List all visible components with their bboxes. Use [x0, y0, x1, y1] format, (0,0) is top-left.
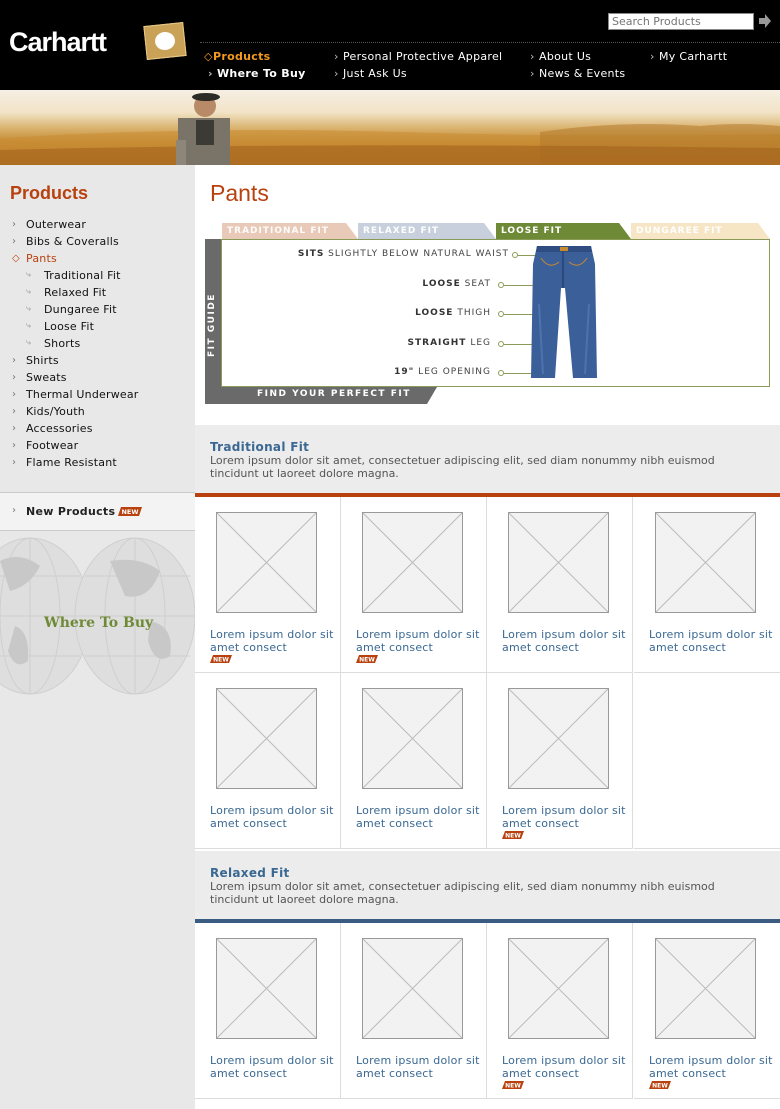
- fit-guide-panel: [205, 239, 770, 404]
- section-header-traditional-fit: [195, 425, 780, 493]
- sidebar-item-label: Footwear: [26, 439, 79, 452]
- search-go-arrow-icon[interactable]: [758, 14, 772, 28]
- new-products-link[interactable]: [0, 492, 195, 531]
- new-badge-text: NEW: [505, 832, 521, 839]
- chevron-right-icon: ›: [530, 67, 535, 80]
- new-badge-icon: [356, 655, 378, 663]
- new-badge-text: NEW: [505, 1082, 521, 1089]
- product-image-placeholder[interactable]: [508, 512, 609, 613]
- nav-label: Personal Protective Apparel: [343, 50, 503, 63]
- product-image-placeholder[interactable]: [508, 688, 609, 789]
- fit-feature-bold: SITS: [297, 249, 325, 259]
- fit-feature-bold: LOOSE: [415, 308, 454, 318]
- chevron-right-icon: ›: [650, 50, 655, 63]
- chevron-right-icon: ›: [530, 50, 535, 63]
- product-card[interactable]: [487, 673, 633, 849]
- product-name-link[interactable]: Lorem ipsum dolor sit amet consect: [502, 1054, 626, 1080]
- sidebar-item-label: Loose Fit: [44, 320, 95, 333]
- section-title[interactable]: Traditional Fit: [210, 440, 310, 454]
- nav-just-ask-us[interactable]: [334, 67, 407, 80]
- nav-label: About Us: [539, 50, 592, 63]
- sidebar-subitem-loose-fit[interactable]: [0, 318, 195, 335]
- chevron-right-icon: ›: [12, 389, 17, 400]
- product-name-link[interactable]: Lorem ipsum dolor sit amet consect: [356, 628, 480, 654]
- chevron-right-icon: ›: [334, 50, 339, 63]
- nav-label: Just Ask Us: [343, 67, 407, 80]
- product-name-link[interactable]: Lorem ipsum dolor sit amet consect: [210, 1054, 334, 1080]
- fit-feature-rest: SLIGHTLY BELOW NATURAL WAIST: [324, 249, 509, 259]
- sidebar-item-sweats[interactable]: [0, 369, 195, 386]
- nav-label: Where To Buy: [217, 67, 306, 80]
- fit-feature-opening: [394, 367, 491, 377]
- find-your-fit-label: FIND YOUR PERFECT FIT: [257, 389, 411, 399]
- chevron-right-icon: ›: [12, 457, 17, 468]
- product-card[interactable]: [634, 497, 780, 673]
- new-badge-icon: [502, 1081, 524, 1089]
- product-name-link[interactable]: Lorem ipsum dolor sit amet consect: [356, 1054, 480, 1080]
- where-to-buy-label: Where To Buy: [44, 615, 154, 631]
- product-image-placeholder[interactable]: [216, 688, 317, 789]
- product-name-link[interactable]: Lorem ipsum dolor sit amet consect: [356, 804, 480, 830]
- section-title[interactable]: Relaxed Fit: [210, 866, 290, 880]
- site-header: [0, 0, 780, 90]
- dotted-arrow-icon: ⤷: [26, 321, 32, 331]
- nav-about-us[interactable]: [530, 50, 591, 63]
- sidebar-item-accessories[interactable]: [0, 420, 195, 437]
- dotted-arrow-icon: ⤷: [26, 338, 32, 348]
- sidebar: [0, 165, 195, 1109]
- new-badge-text: NEW: [121, 508, 139, 516]
- logo-wordmark: Carhartt: [9, 27, 107, 57]
- sidebar-item-label: Shirts: [26, 354, 59, 367]
- nav-label: My Carhartt: [659, 50, 728, 63]
- sidebar-item-label: Kids/Youth: [26, 405, 85, 418]
- sidebar-subitem-traditional-fit[interactable]: [0, 267, 195, 284]
- find-your-fit-corner: [427, 387, 437, 404]
- nav-where-to-buy[interactable]: [208, 67, 306, 80]
- jeans-image: [529, 244, 599, 378]
- sidebar-item-flame-resistant[interactable]: [0, 454, 195, 471]
- sidebar-item-thermal-underwear[interactable]: [0, 386, 195, 403]
- product-image-placeholder[interactable]: [508, 938, 609, 1039]
- chevron-right-icon: ›: [12, 440, 17, 451]
- fit-feature-rest: THIGH: [453, 308, 491, 318]
- fit-guide-content: [221, 239, 770, 387]
- sidebar-item-footwear[interactable]: [0, 437, 195, 454]
- chevron-right-icon: ›: [12, 372, 17, 383]
- new-products-label: New Products: [26, 505, 116, 518]
- fit-feature-leg: [408, 338, 491, 348]
- product-name-link[interactable]: Lorem ipsum dolor sit amet consect: [649, 628, 773, 654]
- nav-personal-protective-apparel[interactable]: [334, 50, 502, 63]
- product-card[interactable]: [195, 923, 341, 1099]
- chevron-right-icon: ›: [12, 236, 17, 247]
- product-image-placeholder[interactable]: [216, 938, 317, 1039]
- tab-dungaree-fit[interactable]: DUNGAREE FIT: [636, 226, 723, 236]
- chevron-right-icon: ›: [334, 67, 339, 80]
- nav-label: News & Events: [539, 67, 626, 80]
- fit-guide-side-bar: [205, 239, 221, 404]
- sidebar-item-label: Pants: [26, 252, 57, 265]
- fit-guide-label: FIT GUIDE: [207, 293, 217, 357]
- search-input[interactable]: [608, 13, 754, 30]
- product-card[interactable]: [634, 923, 780, 1099]
- diamond-icon: ◇: [204, 50, 213, 63]
- sidebar-item-label: Relaxed Fit: [44, 286, 107, 299]
- fit-feature-bold: 19": [394, 367, 415, 377]
- product-grid-traditional-fit: [195, 497, 780, 850]
- sidebar-item-label: Accessories: [26, 422, 93, 435]
- logo-badge-icon: [143, 22, 186, 60]
- new-badge-text: NEW: [213, 656, 229, 663]
- product-card[interactable]: [341, 923, 487, 1099]
- sidebar-item-label: Shorts: [44, 337, 81, 350]
- fit-feature-rest: LEG: [466, 338, 491, 348]
- product-card[interactable]: [195, 673, 341, 849]
- sidebar-item-outerwear[interactable]: [0, 216, 195, 233]
- nav-news-events[interactable]: [530, 67, 625, 80]
- product-image-placeholder[interactable]: [655, 938, 756, 1039]
- fit-feature-waist: [298, 249, 509, 259]
- product-card[interactable]: [341, 673, 487, 849]
- dotted-arrow-icon: ⤷: [26, 270, 32, 280]
- section-description: Lorem ipsum dolor sit amet, consectetuer adipiscing elit, sed diam nonummy nibh euismod tincidunt ut laoreet dolore magna.: [210, 880, 715, 906]
- sidebar-item-label: Flame Resistant: [26, 456, 117, 469]
- new-badge-text: NEW: [359, 656, 375, 663]
- new-badge-icon: [210, 655, 232, 663]
- sidebar-item-label: Thermal Underwear: [26, 388, 139, 401]
- nav-divider: [200, 42, 780, 43]
- product-image-placeholder[interactable]: [362, 938, 463, 1039]
- tab-loose-fit[interactable]: LOOSE FIT: [501, 226, 563, 236]
- sidebar-item-kids-youth[interactable]: [0, 403, 195, 420]
- fit-feature-rest: LEG OPENING: [414, 367, 491, 377]
- empty-grid-cell: [634, 673, 780, 849]
- sidebar-title: Products: [10, 183, 89, 203]
- sidebar-item-label: Outerwear: [26, 218, 87, 231]
- product-card[interactable]: [487, 923, 633, 1099]
- product-name-link[interactable]: Lorem ipsum dolor sit amet consect: [649, 1054, 773, 1080]
- new-badge-icon: [502, 831, 524, 839]
- product-name-link[interactable]: Lorem ipsum dolor sit amet consect: [210, 628, 334, 654]
- fit-feature-bold: LOOSE: [422, 279, 461, 289]
- dotted-arrow-icon: ⤷: [26, 304, 32, 314]
- product-image-placeholder[interactable]: [216, 512, 317, 613]
- sidebar-item-label: Dungaree Fit: [44, 303, 117, 316]
- fit-feature-seat: [422, 279, 491, 289]
- sidebar-nav: [0, 216, 195, 471]
- sidebar-subitem-relaxed-fit[interactable]: [0, 284, 195, 301]
- sidebar-subitem-shorts[interactable]: [0, 335, 195, 352]
- product-image-placeholder[interactable]: [362, 512, 463, 613]
- fit-feature-rest: SEAT: [460, 279, 491, 289]
- find-your-fit-bar[interactable]: [205, 387, 427, 404]
- section-description: Lorem ipsum dolor sit amet, consectetuer adipiscing elit, sed diam nonummy nibh euismod tincidunt ut laoreet dolore magna.: [210, 454, 715, 480]
- product-grid-relaxed-fit: [195, 923, 780, 1109]
- fit-feature-thigh: [415, 308, 491, 318]
- chevron-right-icon: ›: [12, 355, 17, 366]
- nav-label: Products: [213, 50, 271, 63]
- product-name-link[interactable]: Lorem ipsum dolor sit amet consect: [210, 804, 334, 830]
- sidebar-item-label: Traditional Fit: [44, 269, 121, 282]
- chevron-right-icon: ›: [12, 219, 17, 230]
- nav-products[interactable]: [204, 50, 270, 63]
- tab-traditional-fit[interactable]: TRADITIONAL FIT: [227, 226, 329, 236]
- product-card[interactable]: [341, 497, 487, 673]
- dotted-arrow-icon: ⤷: [26, 287, 32, 297]
- sidebar-item-bibs-coveralls[interactable]: [0, 233, 195, 250]
- sidebar-item-shirts[interactable]: [0, 352, 195, 369]
- diamond-icon: ◇: [12, 253, 20, 264]
- product-card[interactable]: [195, 497, 341, 673]
- page-title: Pants: [210, 180, 269, 206]
- product-card[interactable]: [487, 497, 633, 673]
- sidebar-subitem-dungaree-fit[interactable]: [0, 301, 195, 318]
- nav-my-carhartt[interactable]: [650, 50, 727, 63]
- product-image-placeholder[interactable]: [655, 512, 756, 613]
- product-image-placeholder[interactable]: [362, 688, 463, 789]
- chevron-right-icon: ›: [12, 423, 17, 434]
- hero-banner: [0, 90, 780, 165]
- where-to-buy-promo[interactable]: [0, 531, 195, 701]
- sidebar-item-label: Bibs & Coveralls: [26, 235, 119, 248]
- product-name-link[interactable]: Lorem ipsum dolor sit amet consect: [502, 804, 626, 830]
- fit-feature-bold: STRAIGHT: [407, 338, 467, 348]
- product-name-link[interactable]: Lorem ipsum dolor sit amet consect: [502, 628, 626, 654]
- wheat-field-image: [0, 90, 780, 165]
- new-badge-icon: [649, 1081, 671, 1089]
- sidebar-item-pants[interactable]: [0, 250, 195, 267]
- new-badge-text: NEW: [652, 1082, 668, 1089]
- chevron-right-icon: ›: [12, 505, 16, 516]
- chevron-right-icon: ›: [208, 67, 213, 80]
- sidebar-item-label: Sweats: [26, 371, 67, 384]
- chevron-right-icon: ›: [12, 406, 17, 417]
- new-badge-icon: [118, 507, 142, 516]
- tab-relaxed-fit[interactable]: RELAXED FIT: [363, 226, 440, 236]
- section-header-relaxed-fit: [195, 851, 780, 919]
